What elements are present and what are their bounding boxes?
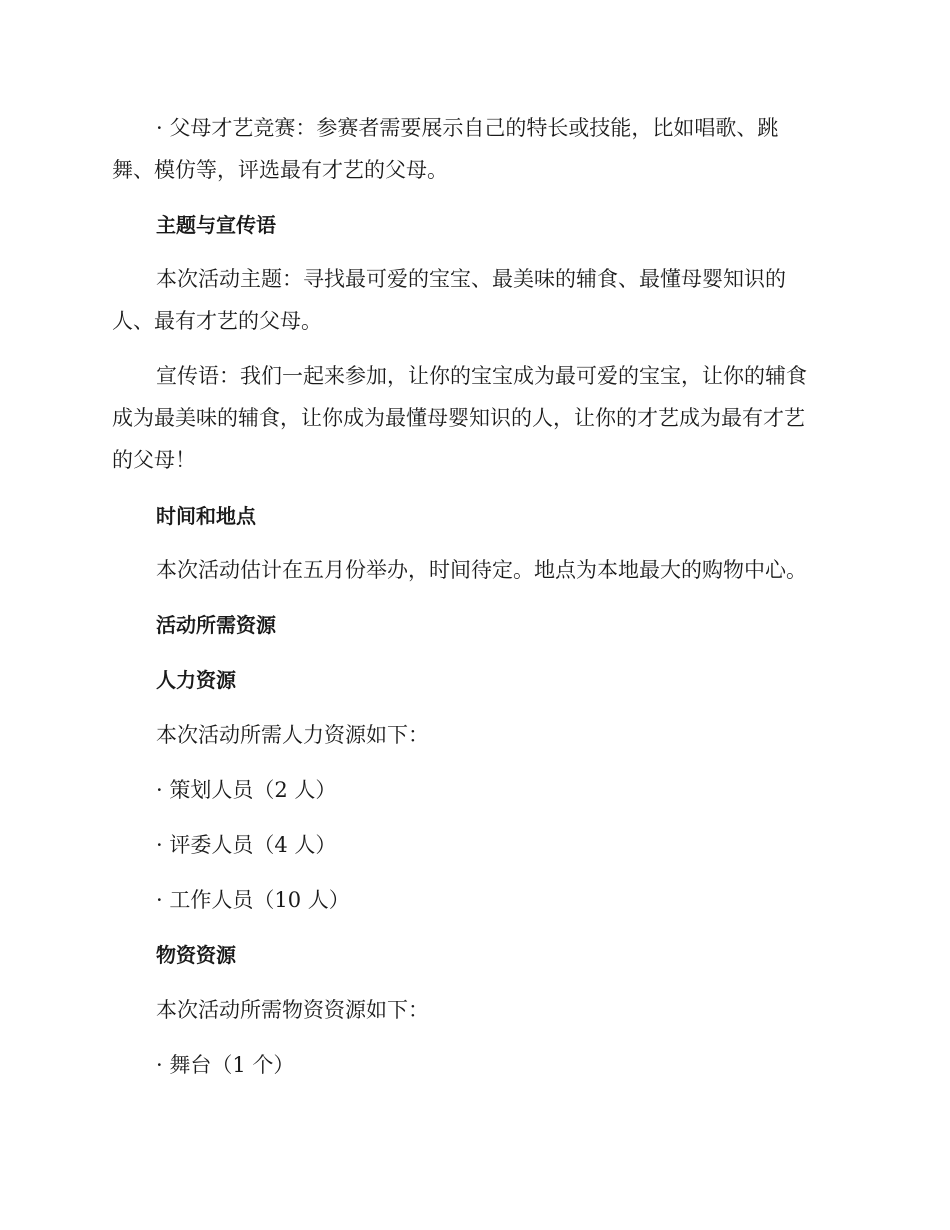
subsection-heading: 物资资源 (156, 943, 236, 967)
list-item: · 工作人员（10 人） (156, 888, 350, 912)
paragraph-line: 人、最有才艺的父母。 (112, 309, 322, 333)
subsection-heading: 人力资源 (156, 668, 236, 692)
paragraph-line: 宣传语：我们一起来参加，让你的宝宝成为最可爱的宝宝，让你的辅食 (156, 364, 807, 388)
paragraph-line: · 父母才艺竞赛：参赛者需要展示自己的特长或技能，比如唱歌、跳 (156, 116, 779, 140)
section-heading: 时间和地点 (156, 504, 256, 528)
paragraph-line: 本次活动主题：寻找最可爱的宝宝、最美味的辅食、最懂母婴知识的 (156, 267, 786, 291)
paragraph-line: 本次活动所需物资资源如下： (156, 998, 429, 1022)
list-item: · 评委人员（4 人） (156, 833, 337, 857)
list-item: · 舞台（1 个） (156, 1053, 295, 1077)
paragraph-line: 本次活动所需人力资源如下： (156, 723, 429, 747)
paragraph-line: 成为最美味的辅食，让你成为最懂母婴知识的人，让你的才艺成为最有才艺 (112, 406, 805, 430)
section-heading: 活动所需资源 (156, 613, 276, 637)
paragraph-line: 的父母！ (112, 448, 196, 472)
list-item: · 策划人员（2 人） (156, 778, 337, 802)
paragraph-line: 舞、模仿等，评选最有才艺的父母。 (112, 158, 448, 182)
paragraph-line: 本次活动估计在五月份举办，时间待定。地点为本地最大的购物中心。 (156, 558, 807, 582)
section-heading: 主题与宣传语 (156, 213, 276, 237)
